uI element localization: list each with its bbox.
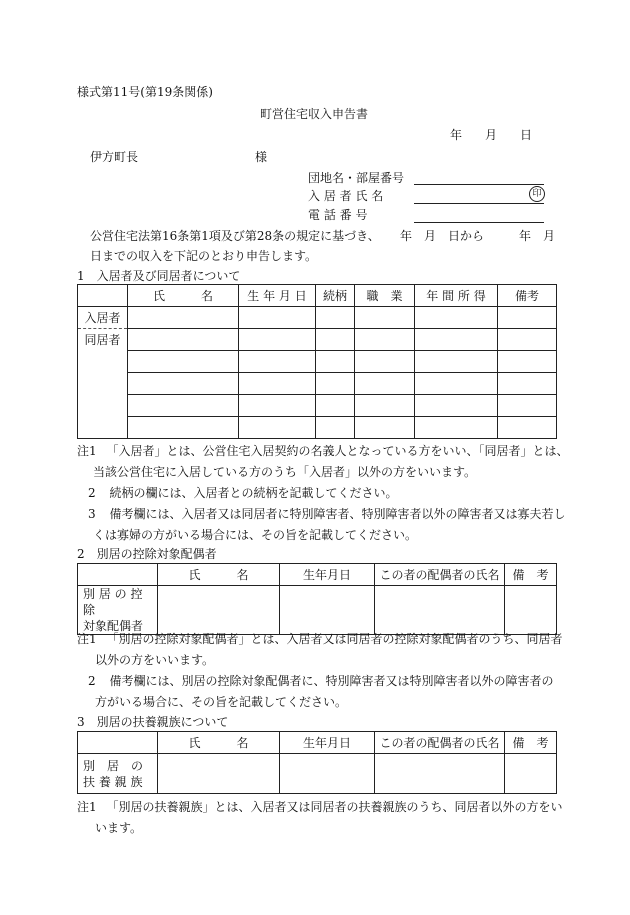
intro-line1-b: 年 月 日から (400, 229, 485, 243)
note-text: 備考欄には、別居の控除対象配偶者に、特別障害者又は特別障害者以外の障害者の (109, 674, 554, 688)
cell-remarks[interactable] (505, 754, 557, 794)
cell-relation[interactable] (316, 373, 355, 395)
row-label-line-1: 別 居 の 控 除 (83, 587, 143, 617)
table-row (78, 395, 557, 417)
cell-relation[interactable] (316, 351, 355, 373)
note-number: 2 (88, 486, 96, 500)
intro-line1-c: 年 月 (519, 229, 556, 243)
cell-birthdate[interactable] (239, 395, 316, 417)
note-continuation: います。 (95, 821, 143, 835)
header-occupation: 職 業 (355, 285, 415, 307)
row-label-cohabitant: 同居者 (78, 329, 128, 439)
cell-income[interactable] (415, 373, 498, 395)
cell-occupation[interactable] (355, 329, 415, 351)
table-row (78, 586, 557, 635)
cell-occupation[interactable] (355, 395, 415, 417)
row-label-resident: 入居者 (78, 307, 128, 329)
section1-note-2 (88, 483, 397, 504)
cell-income[interactable] (415, 417, 498, 439)
table-row (78, 754, 557, 794)
note-continuation: くは寡婦の方がいる場合には、その旨を記載してください。 (93, 528, 418, 542)
cell-occupation[interactable] (355, 373, 415, 395)
cell-remarks[interactable] (498, 307, 557, 329)
note-continuation: 以外の方をいいます。 (95, 653, 215, 667)
cell-name[interactable] (128, 417, 239, 439)
section1-note-3 (88, 504, 565, 546)
row-label-separate-dependents (78, 754, 158, 794)
header-name: 氏 名 (128, 285, 239, 307)
note-continuation: 当該公営住宅に入居している方のうち「入居者」以外の方をいいます。 (93, 465, 477, 479)
section2-note-1 (77, 629, 562, 671)
separate-dependents-table (77, 731, 557, 794)
table-row (78, 417, 557, 439)
section2-heading: 2 別居の控除対象配偶者 (77, 547, 217, 561)
name-field[interactable] (414, 203, 544, 204)
cell-name[interactable] (128, 329, 239, 351)
cell-name[interactable] (128, 351, 239, 373)
note-number: 注1 (77, 444, 97, 458)
date-day: 日 (520, 128, 533, 142)
cell-name[interactable] (128, 373, 239, 395)
cell-name[interactable] (158, 586, 280, 635)
header-relation: 続柄 (316, 285, 355, 307)
header-blank (78, 732, 158, 754)
cell-birthdate[interactable] (239, 351, 316, 373)
cell-birthdate[interactable] (239, 417, 316, 439)
cell-name[interactable] (128, 395, 239, 417)
separate-spouse-table (77, 563, 557, 635)
name-label: 入 居 者 氏 名 (308, 189, 384, 203)
cell-relation[interactable] (316, 417, 355, 439)
section3-heading: 3 別居の扶養親族について (77, 715, 229, 729)
table-row (78, 373, 557, 395)
cell-birthdate[interactable] (239, 307, 316, 329)
cell-spouse-name[interactable] (375, 586, 505, 635)
cell-spouse-name[interactable] (375, 754, 505, 794)
cell-remarks[interactable] (498, 395, 557, 417)
note-continuation: 方がいる場合に、その旨を記載してください。 (95, 695, 348, 709)
section3-note-1 (77, 797, 562, 839)
header-annual-income: 年 間 所 得 (415, 285, 498, 307)
cell-remarks[interactable] (498, 351, 557, 373)
seal-icon: 印 (529, 186, 545, 202)
header-spouse-name: この者の配偶者の氏名 (375, 732, 505, 754)
header-name: 氏 名 (158, 564, 280, 586)
note-number: 注1 (77, 800, 97, 814)
row-label-separate-spouse (78, 586, 158, 635)
cell-income[interactable] (415, 329, 498, 351)
cell-remarks[interactable] (498, 329, 557, 351)
note-text: 続柄の欄には、入居者との続柄を記載してください。 (109, 486, 398, 500)
household-table (77, 284, 557, 439)
row-label-line-2: 扶 養 親 族 (83, 774, 143, 789)
cell-occupation[interactable] (355, 417, 415, 439)
header-remarks: 備 考 (505, 564, 557, 586)
complex-field[interactable] (414, 184, 544, 185)
cell-birthdate[interactable] (280, 754, 375, 794)
cell-remarks[interactable] (498, 417, 557, 439)
section2-note-2 (88, 671, 553, 713)
row-label-line-2: 対象配偶者 (83, 619, 144, 633)
cell-birthdate[interactable] (239, 329, 316, 351)
header-birthdate: 生 年 月 日 (239, 285, 316, 307)
form-number: 様式第11号(第19条関係) (77, 85, 213, 99)
date-month: 月 (485, 128, 498, 142)
cell-relation[interactable] (316, 395, 355, 417)
cell-name[interactable] (128, 307, 239, 329)
note-text: 「別居の扶養親族」とは、入居者又は同居者の扶養親族のうち、同居者以外の方をい (106, 800, 563, 814)
header-name: 氏 名 (158, 732, 280, 754)
date-year: 年 (450, 128, 463, 142)
section1-heading: 1 入居者及び同居者について (77, 269, 241, 283)
note-text: 「入居者」とは、公営住宅入居契約の名義人となっている方をいい、「同居者」とは、 (106, 444, 569, 458)
cell-occupation[interactable] (355, 307, 415, 329)
intro-line1-a: 公営住宅法第16条第1項及び第28条の規定に基づき、 (90, 229, 380, 243)
cell-relation[interactable] (316, 329, 355, 351)
table-row (78, 307, 557, 329)
phone-field[interactable] (414, 222, 544, 223)
cell-income[interactable] (415, 307, 498, 329)
note-number: 2 (88, 674, 96, 688)
cell-relation[interactable] (316, 307, 355, 329)
cell-name[interactable] (158, 754, 280, 794)
header-remarks: 備 考 (505, 732, 557, 754)
cell-income[interactable] (415, 395, 498, 417)
honorific: 様 (255, 150, 268, 164)
section1-note-1 (77, 441, 568, 483)
complex-label: 団地名・部屋番号 (308, 171, 405, 185)
cell-occupation[interactable] (355, 351, 415, 373)
cell-birthdate[interactable] (280, 586, 375, 635)
note-text: 備考欄には、入居者又は同居者に特別障害者、特別障害者以外の障害者又は寡夫若し (109, 507, 566, 521)
cell-birthdate[interactable] (239, 373, 316, 395)
phone-label: 電 話 番 号 (308, 208, 368, 222)
note-number: 3 (88, 507, 96, 521)
addressee: 伊方町長 (90, 150, 139, 164)
intro-line2: 日までの収入を下記のとおり申告します。 (90, 249, 318, 263)
row-label-line-1: 別 居 の (83, 758, 144, 773)
header-blank (78, 564, 158, 586)
cell-income[interactable] (415, 351, 498, 373)
header-remarks: 備考 (498, 285, 557, 307)
note-number: 注1 (77, 632, 97, 646)
table-row (78, 329, 557, 351)
cell-remarks[interactable] (498, 373, 557, 395)
note-text: 「別居の控除対象配偶者」とは、入居者又は同居者の控除対象配偶者のうち、同居者 (106, 632, 563, 646)
header-blank (78, 285, 128, 307)
cell-remarks[interactable] (505, 586, 557, 635)
header-birthdate: 生年月日 (280, 564, 375, 586)
document-title: 町営住宅収入申告書 (260, 107, 369, 121)
table-row (78, 351, 557, 373)
header-spouse-name: この者の配偶者の氏名 (375, 564, 505, 586)
header-birthdate: 生年月日 (280, 732, 375, 754)
